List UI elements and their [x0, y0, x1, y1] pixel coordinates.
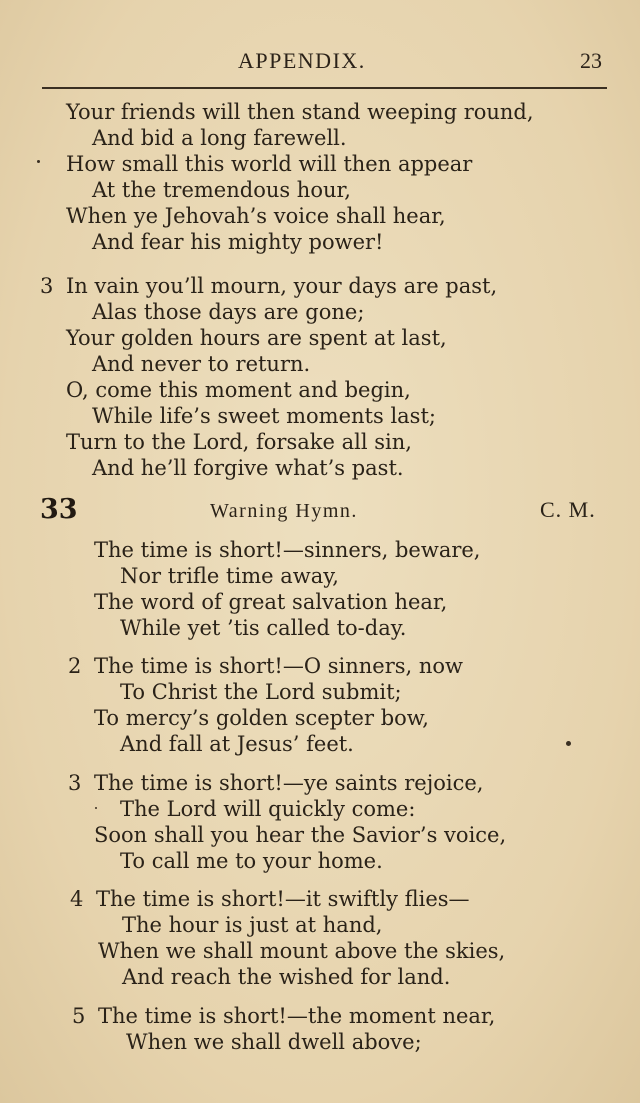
verse-line: When ye Jehovah’s voice shall hear,: [66, 204, 446, 228]
verse-line: Your friends will then stand weeping round,: [66, 100, 534, 124]
stanza-number: 5: [72, 1004, 86, 1028]
verse-line: Nor trifle time away,: [120, 564, 339, 588]
hymn-number: 33: [40, 494, 78, 525]
verse-line: To call me to your home.: [120, 849, 383, 873]
verse-line: How small this world will then appear: [66, 152, 473, 176]
verse-line: The word of great salvation hear,: [94, 590, 448, 614]
verse-line: While yet ’tis called to-day.: [120, 616, 407, 640]
verse-line: Turn to the Lord, forsake all sin,: [66, 430, 412, 454]
hymn-meter: C. M.: [540, 497, 596, 522]
page-number: 23: [580, 48, 602, 73]
stanza-number: 3: [40, 274, 54, 298]
verse-line: The time is short!—it swiftly flies—: [96, 887, 470, 911]
verse-line: The Lord will quickly come:: [120, 797, 416, 821]
verse-line: And fear his mighty power!: [92, 230, 384, 254]
verse-line: At the tremendous hour,: [92, 178, 351, 202]
ink-speck: [37, 160, 40, 163]
verse-line: Alas those days are gone;: [92, 300, 365, 324]
stanza-number: 2: [68, 654, 82, 678]
verse-line: When we shall mount above the skies,: [98, 939, 506, 963]
hymn-title: Warning Hymn.: [210, 500, 358, 522]
verse-line: The time is short!—sinners, beware,: [94, 538, 481, 562]
verse-line: To Christ the Lord submit;: [120, 680, 402, 704]
verse-line: While life’s sweet moments last;: [92, 404, 436, 428]
verse-line: And fall at Jesus’ feet.: [120, 732, 354, 756]
verse-line: Your golden hours are spent at last,: [66, 326, 447, 350]
verse-line: When we shall dwell above;: [126, 1030, 422, 1054]
stanza-number: 3: [68, 771, 82, 795]
verse-line: And reach the wished for land.: [122, 965, 451, 989]
verse-line: And bid a long farewell.: [92, 126, 347, 150]
verse-line: To mercy’s golden scepter bow,: [94, 706, 429, 730]
verse-line: And he’ll forgive what’s past.: [92, 456, 404, 480]
verse-line: O, come this moment and begin,: [66, 378, 411, 402]
verse-line: And never to return.: [92, 352, 311, 376]
verse-line: The time is short!—the moment near,: [98, 1004, 496, 1028]
verse-line: In vain you’ll mourn, your days are past,: [66, 274, 498, 298]
verse-line: The time is short!—O sinners, now: [94, 654, 464, 678]
header-rule: [42, 87, 607, 89]
page-header: [0, 48, 640, 78]
running-title: APPENDIX.: [238, 48, 366, 73]
stanza-number: 4: [70, 887, 84, 911]
verse-line: The time is short!—ye saints rejoice,: [94, 771, 484, 795]
verse-line: The hour is just at hand,: [122, 913, 383, 937]
verse-line: Soon shall you hear the Savior’s voice,: [94, 823, 507, 847]
ink-speck: [95, 807, 97, 809]
ink-speck: [566, 741, 571, 746]
